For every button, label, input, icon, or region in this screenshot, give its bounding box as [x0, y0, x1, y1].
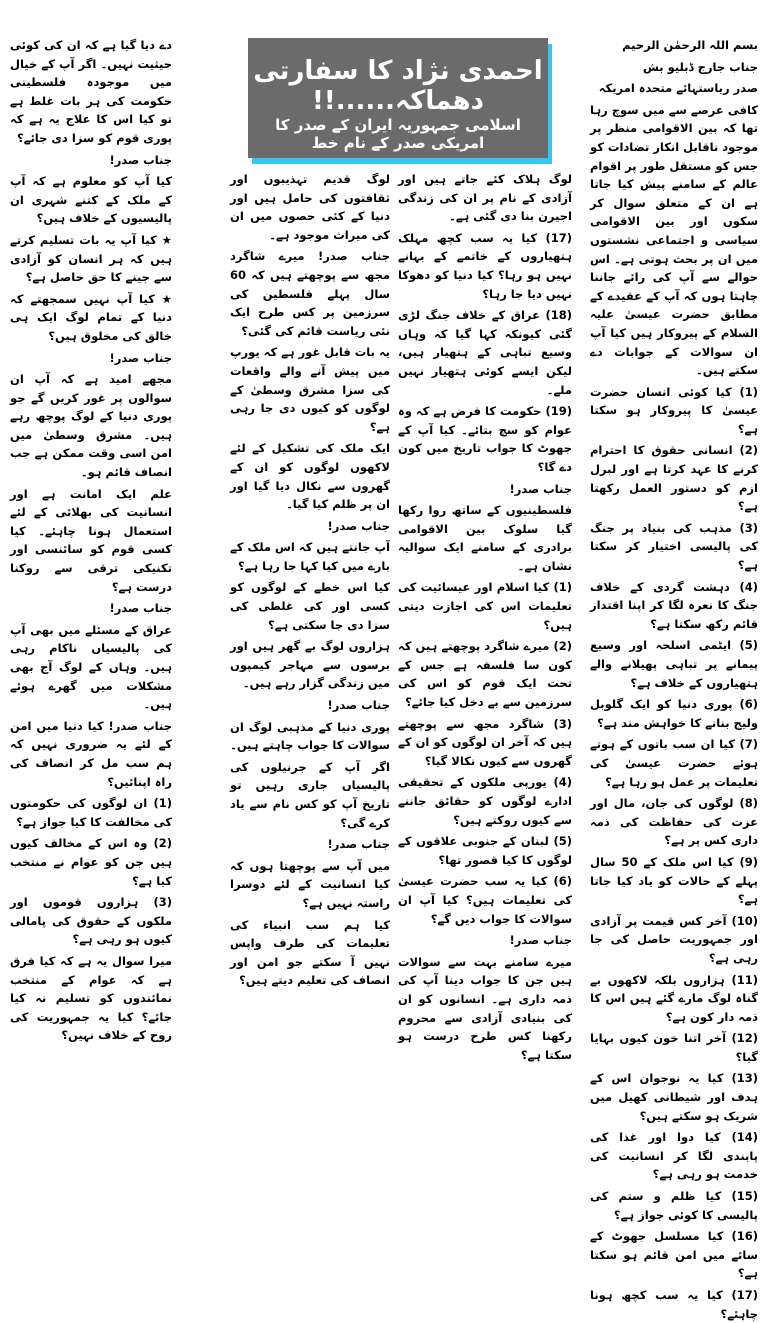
article-paragraph: (2) وہ اس کے مخالف کیوں ہیں جن کو عوام نے منتخب کیا ہے؟ [10, 836, 172, 888]
question-item: (9) کیا اس ملک کے 50 سال پہلے کے حالات کو یاد کیا جاتا ہے؟ [590, 854, 758, 907]
article-paragraph: ★ کیا آپ یہ بات تسلیم کرتے ہیں کہ ہر انسان کو آزادی سے جینے کا حق حاصل ہے؟ [10, 232, 172, 285]
question-item: (15) کیا ظلم و ستم کی پالیسی کا کوئی جواز ہے؟ [590, 1189, 758, 1222]
question-item: (7) کیا ان سب باتوں کے ہوتے ہوئے حضرت عیسیٰ کی تعلیمات پر عمل ہو رہا ہے؟ [590, 737, 758, 789]
article-paragraph: یہ بات قابل غور ہے کہ یورپ میں پیش آنے والے واقعات کی سزا مشرق وسطیٰ کے لوگوں کو کیوں دی جا رہی ہے؟ [230, 345, 390, 434]
article-paragraph: مجھے امید ہے کہ آپ ان سوالوں پر غور کریں گے جو پوری دنیا کے لوگ پوچھ رہے ہیں۔ مشرق وسطیٰ میں امن اسی وقت ممکن ہے جب انصاف قائم ہو۔ [10, 372, 172, 480]
letter-greeting: جناب جارج ڈبلیو بش [643, 59, 758, 74]
article-paragraph: دے دیا گیا ہے کہ ان کی کوئی حیثیت نہیں۔ اگر آپ کے خیال میں موجودہ فلسطینی حکومت کی ہر بات غلط ہے تو کیا اس کا علاج یہ ہے کہ پوری قوم کو سزا دی جائے؟ [10, 38, 172, 145]
question-item: (14) کیا دوا اور غذا کی پابندی لگا کر انسانیت کی خدمت ہو رہی ہے؟ [590, 1130, 758, 1182]
article-paragraph: کیا ہم سب انبیاء کی تعلیمات کی طرف واپس نہیں آ سکتے جو امن اور انصاف کی تعلیم دیتے ہیں؟ [230, 917, 390, 988]
letter-intro: کافی عرصے سے میں سوچ رہا تھا کہ بین الاقوامی منظر پر موجود ناقابل انکار تضادات کو جس کو مستقل طور پر اقوام عالم کے سامنے پیش کیا جاتا ہے ان کے متعلق سوال کر سکوں اور بین الاقوامی سیاسی و اجتماعی نشستوں میں ان پر بحث ہوتی ہے۔ اس حوالے سے آپ کی رائے جاننا چاہتا ہوں کہ آپ کے عقیدے کے مطابق حضرت عیسیٰ علیہ السلام کے پیروکار ہیں کیا آپ ان سوالات کے جوابات دے سکتے ہیں۔ [590, 102, 758, 378]
article-paragraph: میں آپ سے پوچھتا ہوں کہ کیا انسانیت کے لئے دوسرا راستہ نہیں ہے؟ [230, 858, 390, 910]
question-item: (1) کیا کوئی انسان حضرت عیسیٰ کا پیروکار ہو سکتا ہے؟ [590, 384, 758, 436]
question-item: (16) کیا مسلسل جھوٹ کے سائے میں امن قائم ہو سکتا ہے؟ [590, 1229, 758, 1281]
headline-subtitle: اسلامی جمہوریہ ایران کے صدر کا امریکی صدر کے نام خط [275, 116, 521, 152]
article-paragraph: علم ایک امانت ہے اور انسانیت کی بھلائی کے لئے استعمال ہونا چاہئے۔ کیا کسی قوم کو سائنسی اور تکنیکی ترقی سے روکنا درست ہے؟ [10, 486, 172, 594]
article-paragraph: جناب صدر! [509, 481, 572, 496]
question-item: (12) آخر اتنا خون کیوں بہایا گیا؟ [590, 1031, 758, 1064]
article-paragraph: ★ کیا آپ نہیں سمجھتے کہ دنیا کے تمام لوگ ایک ہی خالق کی مخلوق ہیں؟ [10, 291, 172, 343]
article-paragraph: پوری دنیا کے مذہبی لوگ ان سوالات کا جواب چاہتے ہیں۔ [230, 719, 390, 753]
question-item: (10) آخر کس قیمت پر آزادی اور جمہوریت حاصل کی جا رہی ہے؟ [590, 913, 758, 965]
article-paragraph: فلسطینیوں کے ساتھ روا رکھا گیا سلوک بین الاقوامی برادری کے سامنے ایک سوالیہ نشان ہے۔ [398, 503, 572, 573]
article-paragraph: (1) کیا اسلام اور عیسائیت کی تعلیمات اس کی اجازت دیتی ہیں؟ [398, 580, 572, 632]
right-column [590, 36, 758, 1321]
letter-address: صدر ریاستہائے متحدہ امریکہ [598, 81, 758, 96]
article-paragraph: لوگ قدیم تہذیبوں اور ثقافتوں کی حامل ہیں اور دنیا کے کئی حصوں میں ان کی میراث موجود ہے۔ [230, 172, 390, 242]
article-paragraph: جناب صدر! [327, 837, 390, 852]
bismillah: بسم اللہ الرحمٰن الرحیم [622, 38, 758, 52]
article-paragraph: (3) شاگرد مجھ سے پوچھتے ہیں کہ آخر ان لوگوں کو ان کے گھروں سے کیوں نکالا گیا؟ [398, 716, 572, 768]
article-paragraph: ایک ملک کی تشکیل کے لئے لاکھوں لوگوں کو ان کے گھروں سے نکال دیا گیا اور ان پر ظلم کیا گیا۔ [230, 441, 390, 512]
question-item: (17) کیا یہ سب کچھ ہونا چاہئے؟ [590, 1288, 758, 1321]
left-column [10, 36, 172, 1060]
question-item: (5) ایٹمی اسلحہ اور وسیع پیمانے پر تباہی پھیلانے والے ہتھیاروں کے خلاف ہے؟ [590, 638, 758, 690]
article-paragraph: جناب صدر! [109, 350, 172, 365]
article-paragraph: اگر آپ کے جرنیلوں کی پالیسیاں جاری رہیں تو تاریخ آپ کو کس نام سے یاد کرے گی؟ [230, 759, 390, 830]
article-paragraph: میرا سوال یہ ہے کہ کیا فرق ہے کہ عوام کے منتخب نمائندوں کو تسلیم نہ کیا جائے؟ کیا یہ جمہوریت کی روح کے خلاف نہیں؟ [10, 953, 172, 1043]
article-paragraph: کیا اس خطے کے لوگوں کو کسی اور کی غلطی کی سزا دی جا سکتی ہے؟ [230, 580, 390, 632]
question-item: (4) دہشت گردی کے خلاف جنگ کا نعرہ لگا کر اپنا اقتدار قائم رکھ سکتا ہے؟ [590, 579, 758, 631]
question-item: (8) لوگوں کی جان، مال اور عزت کی حفاظت کی ذمہ داری کس پر ہے؟ [590, 796, 758, 848]
article-paragraph: جناب صدر! [327, 698, 390, 713]
question-item: (2) انسانی حقوق کا احترام کرنے کا عہد کرتا ہے اور لبرل ازم کو دستور العمل رکھتا ہے؟ [590, 443, 758, 514]
article-paragraph: (1) ان لوگوں کی حکومتوں کی مخالفت کا کیا جواز ہے؟ [10, 796, 172, 829]
article-paragraph: لوگ ہلاک کئے جاتے ہیں اور آزادی کے نام پر ان کی زندگی اجیرن بنا دی گئی ہے۔ [398, 172, 572, 224]
article-paragraph: (6) کیا یہ سب حضرت عیسیٰ کی تعلیمات ہیں؟ کیا آپ ان سوالات کا جواب دیں گے؟ [398, 874, 572, 926]
article-paragraph: جناب صدر! [509, 933, 572, 948]
middle-column [230, 170, 390, 1194]
article-paragraph: میرے سامنے بہت سے سوالات ہیں جن کا جواب دینا آپ کی ذمہ داری ہے۔ انسانوں کو ان کی بنیادی آزادی سے محروم رکھنا کس طرح درست ہو سکتا ہے؟ [398, 954, 572, 1062]
question-item: (6) پوری دنیا کو ایک گلوبل ولیج بنانے کا خواہش مند ہے؟ [590, 697, 758, 730]
article-paragraph: جناب صدر! [109, 601, 172, 616]
article-paragraph: (5) لبنان کے جنوبی علاقوں کے لوگوں کا کیا قصور تھا؟ [398, 834, 572, 867]
article-paragraph: جناب صدر! کیا دنیا میں امن کے لئے یہ ضروری نہیں کہ ہم سب مل کر انصاف کی راہ اپنائیں؟ [10, 718, 172, 789]
question-item: (3) مذہب کی بنیاد پر جنگ کی پالیسی اختیار کر سکتا ہے؟ [590, 520, 758, 573]
article-paragraph: (3) ہزاروں قوموں اور ملکوں کے حقوق کی پامالی کیوں ہو رہی ہے؟ [10, 895, 172, 947]
article-paragraph: کیا آپ کو معلوم ہے کہ آپ کے ملک کے کتنے شہری ان پالیسیوں کے خلاف ہیں؟ [10, 174, 172, 226]
article-paragraph: ہزاروں لوگ بے گھر ہیں اور برسوں سے مہاجر کیمپوں میں زندگی گزار رہے ہیں۔ [230, 639, 390, 691]
middle-right-column [398, 170, 572, 1194]
question-item: (11) ہزاروں بلکہ لاکھوں بے گناہ لوگ مارے گئے ہیں اس کا ذمہ دار کون ہے؟ [590, 972, 758, 1024]
article-paragraph: آپ جانتے ہیں کہ اس ملک کے بارے میں کیا کہا جا رہا ہے؟ [230, 540, 390, 573]
article-paragraph: (19) حکومت کا فرض ہے کہ وہ عوام کو سچ بتائے۔ کیا آپ کے جھوٹ کا جواب تاریخ میں کون دے گا؟ [398, 404, 572, 474]
article-paragraph: جناب صدر! [109, 152, 172, 167]
article-paragraph: (17) کیا یہ سب کچھ مہلک ہتھیاروں کے خاتمے کے بہانے نہیں ہو رہا؟ کیا دنیا کو دھوکا نہیں دیا جا رہا؟ [398, 230, 572, 301]
article-paragraph: (2) میرے شاگرد پوچھتے ہیں کہ کون سا فلسفہ ہے جس کے تحت ایک قوم کو اس کی سرزمین سے بے دخل کیا جائے؟ [398, 639, 572, 710]
article-paragraph: عراق کے مسئلے میں بھی آپ کی پالیسیاں ناکام رہی ہیں۔ وہاں کے لوگ آج بھی مشکلات میں گھرے ہوئے ہیں۔ [10, 622, 172, 712]
question-item: (13) کیا یہ نوجوان اس کے ہدف اور شیطانی کھیل میں شریک ہو سکتے ہیں؟ [590, 1071, 758, 1123]
article-paragraph: جناب صدر! میرے شاگرد مجھ سے پوچھتے ہیں کہ 60 سال پہلے فلسطین کی سرزمین پر کس طرح ایک نئی ریاست قائم کی گئی؟ [230, 249, 390, 338]
headline-title: احمدی نژاد کا سفارتی دھماکہ......!! [253, 56, 543, 116]
article-paragraph: جناب صدر! [327, 518, 390, 533]
headline-banner [248, 38, 548, 158]
article-paragraph: (18) عراق کے خلاف جنگ لڑی گئی کیونکہ کہا گیا کہ وہاں وسیع تباہی کے ہتھیار ہیں، لیکن ایسے کوئی ہتھیار نہیں ملے۔ [398, 308, 572, 397]
article-paragraph: (4) یورپی ملکوں کے تحقیقی ادارے لوگوں کو حقائق جاننے سے کیوں روکتے ہیں؟ [398, 775, 572, 827]
